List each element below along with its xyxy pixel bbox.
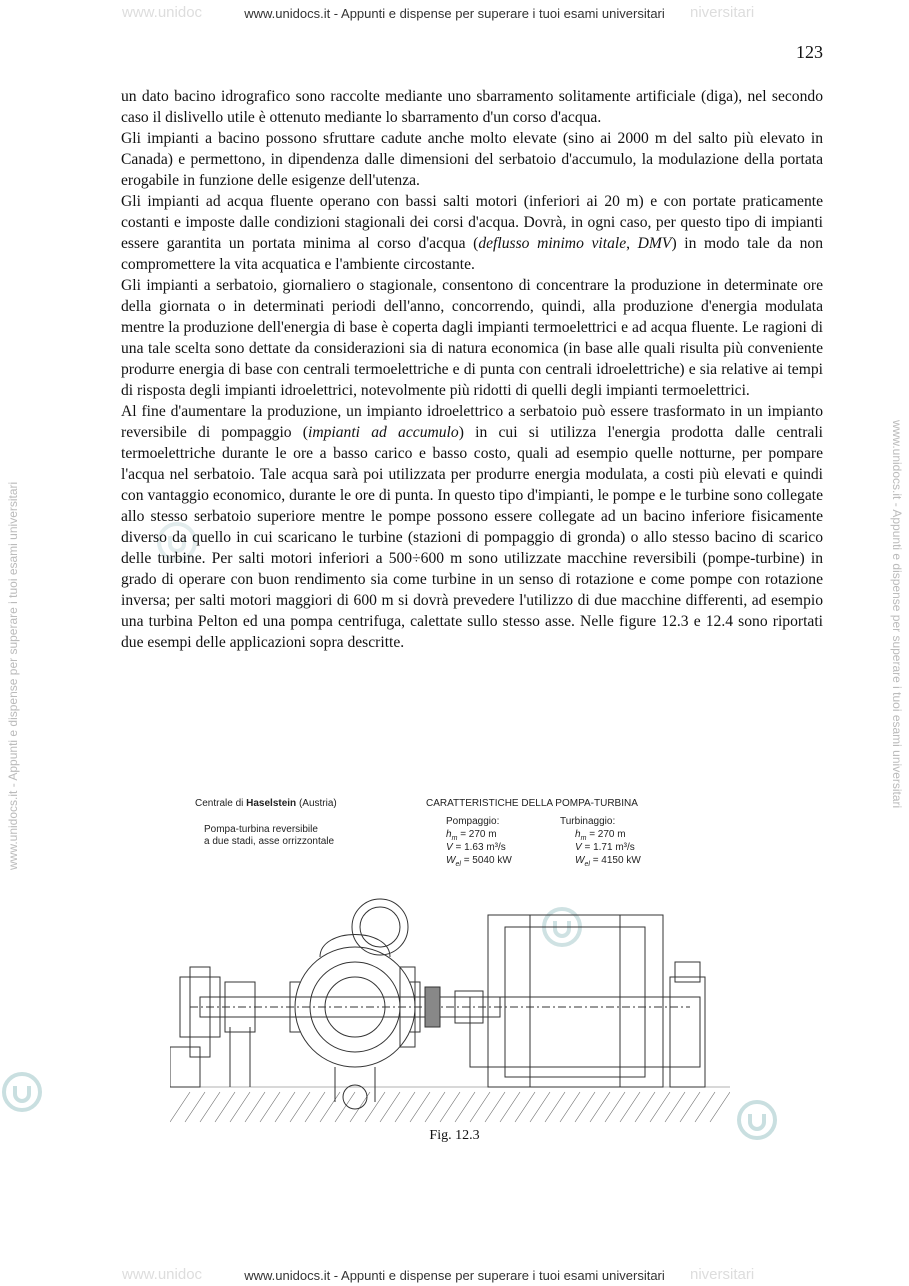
watermark-ghost-left-bottom: www.unidoc [122,1266,203,1283]
bearing-left [170,967,255,1087]
ground-hatching [170,1087,730,1122]
spec-title: CARATTERISTICHE DELLA POMPA-TURBINA [426,798,638,809]
text-run: ) in modo tale da non compromettere la vita acquatica e l'ambiente circostante. [121,235,824,273]
pump-v: V = 1.63 m³/s [446,842,506,853]
body-text [121,86,823,653]
watermark-ghost-right-bottom: niversitari [690,1266,755,1283]
watermark-header[interactable]: www.unidocs.it - Appunti e dispense per superare i tuoi esami universitari [244,6,665,21]
unidocs-logo-icon [0,1070,44,1114]
generator [470,915,705,1087]
paragraph [121,275,823,401]
plant-title: Centrale di Haselstein (Austria) [195,798,337,809]
turbine-w: $W_{el} = 4150$ kW [575,855,641,868]
paragraph [121,191,823,275]
paragraph [121,86,823,128]
text-run: , [626,235,638,252]
text-run: Gli impianti a serbatoio, giornaliero o stagionale, consentono di concentrare la produzione in determinate ore della giornata o in determinati periodi dell'anno, concorrendo, quindi, alla produzione d'energia modulata mentre la produzione dell'energia di base è coperta dagli impianti termoelettrici e ad acqua fluente. Le ragioni di una tale scelta sono dettate da considerazioni sia di natura economica (in base alle quali risulta più conveniente produrre energia di base con centrali termoelettriche e di punta con centrali idroelettriche) e sia relative ai tempi di risposta degli impianti idroelettrici, notevolmente più ridotti di quelli degli impianti termoelettrici. [121,277,823,399]
pump-title: Pompaggio: [446,816,500,827]
paragraph [121,401,823,653]
watermark-ghost-right: niversitari [690,4,755,21]
figure-12-3 [170,792,730,1122]
pump-turbine-drawing [170,887,730,1127]
machine-desc-2: a due stadi, asse orrizzontale [204,836,335,847]
watermark-ghost-left: www.unidoc [122,4,203,21]
turbine-h: $h_m = 270$ m [575,829,626,842]
text-run: un dato bacino idrografico sono raccolte mediante uno sbarramento solitamente artificiale (diga), nel secondo caso il dislivello utile è ottenuto mediante lo sbarramento d'un corso d'acqua. [121,88,823,126]
paragraph [121,128,823,191]
italic-term: DMV [637,235,672,252]
watermark-left-side: www.unidocs.it - Appunti e dispense per superare i tuoi esami universitari [6,481,20,870]
text-run: Gli impianti ad acqua fluente operano con bassi salti motori (inferiori ai 20 m) e con portate praticamente costanti e imposte dalle condizioni stagionali dei corsi d'acqua. Dovrà, in ogni caso, per questo tipo di impianti essere garantita un portata minima al corso d'acqua ( [121,193,823,252]
pump-h: $h_m = 270$ m [446,829,497,842]
text-run: Al fine d'aumentare la produzione, un impianto idroelettrico a serbatoio può essere trasformato in un impianto reversibile di pompaggio ( [121,403,823,441]
text-run: Gli impianti a bacino possono sfruttare cadute anche molto elevate (sino ai 2000 m del salto più elevato in Canada) e permettono, in dipendenza dalle dimensioni del serbatoio d'accumulo, la modulazione della portata erogabile in funzione delle esigenze dell'utenza. [121,130,823,189]
turbine-v: V = 1.71 m³/s [575,842,635,853]
pump-turbine-casing [290,899,420,1109]
shaft [190,987,690,1027]
turbine-title: Turbinaggio: [560,816,616,827]
machine-desc-1: Pompa-turbina reversibile [204,824,318,835]
page-number: 123 [796,42,823,62]
text-run: ) in cui si utilizza l'energia prodotta dalle centrali termoelettriche durante le ore a basso carico e basso costo, quali ad esempio quelle notturne, per pompare l'acqua nel serbatoio. Tale acqua sarà poi utilizzata per produrre energia modulata, a costi più elevati e quindi con vantaggio economico, durante le ore di punta. In questo tipo d'impianti, le pompe e le turbine sono collegate allo stesso serbatoio superiore mentre le pompe possono essere collegate ad un bacino inferiore fisicamente diverso da quello in cui scaricano le turbine (stazioni di pompaggio di gronda) o allo stesso bacino di scarico delle turbine. Per salti motori inferiori a 500÷600 m sono utilizzate macchine reversibili (pompe-turbine) in grado di operare con buon rendimento sia come turbine in un senso di rotazione e come pompe con rotazione inversa; per salti motori maggiori di 600 m si dovrà prevedere l'utilizzo di due macchine differenti, ad esempio una turbina Pelton ed una pompa centrifuga, calettate sullo stesso asse. Nelle figure 12.3 e 12.4 sono riportati due esempi delle applicazioni sopra descritte. [121,424,823,651]
watermark-footer[interactable]: www.unidocs.it - Appunti e dispense per superare i tuoi esami universitari [244,1268,665,1283]
watermark-right-side: www.unidocs.it - Appunti e dispense per superare i tuoi esami universitari [890,420,904,809]
italic-term: impianti ad accumulo [308,424,459,441]
italic-term: deflusso minimo vitale [478,235,627,252]
pump-w: $W_{el} = 5040$ kW [446,855,512,868]
figure-caption: Fig. 12.3 [429,1128,480,1143]
